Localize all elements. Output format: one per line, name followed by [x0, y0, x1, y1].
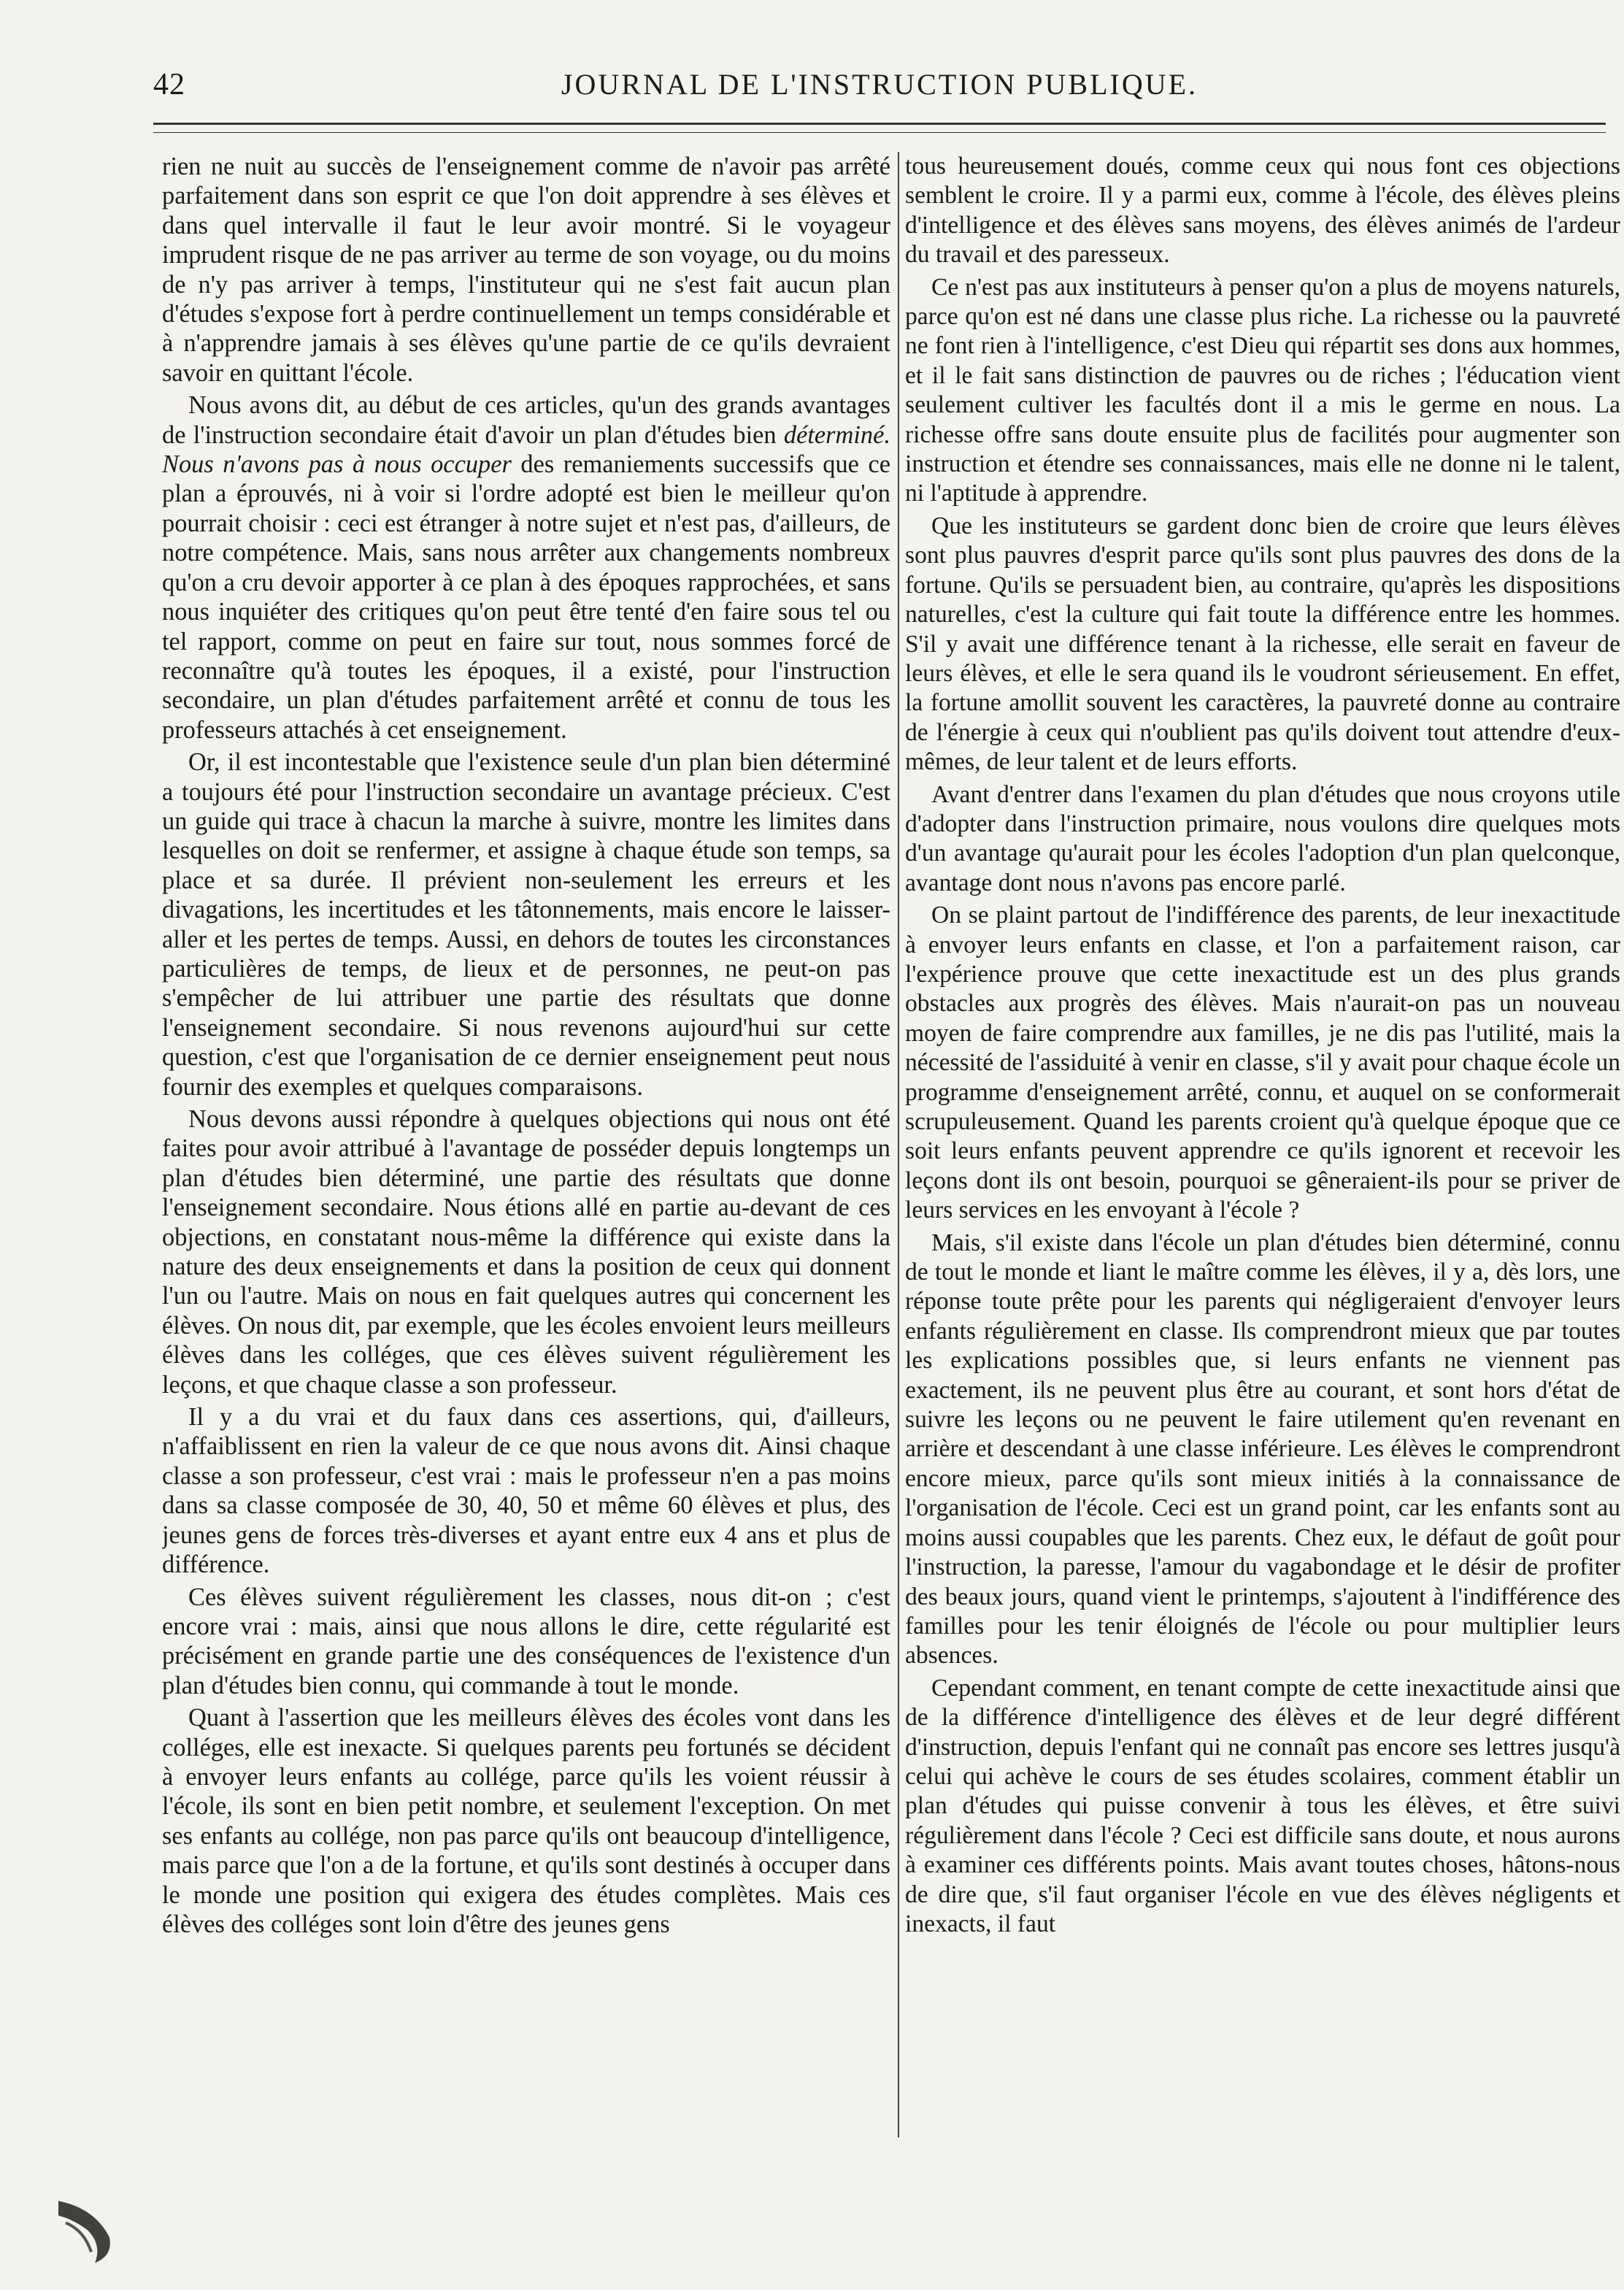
- paragraph: Que les instituteurs se gardent donc bien de croire que leurs élèves sont plus pauvres d'esprit parce qu'ils sont plus pauvres des dons de la fortune. Qu'ils se persuadent bien, au contraire, qu'après les dispositions naturelles, c'est la culture qui fait toute la différence entre les hommes. S'il y avait une différence tenant à la richesse, elle serait en faveur de leurs élèves, et elle le sera quand ils le voudront sérieusement. En effet, la fortune amollit souvent les caractères, la pauvreté donne au contraire de l'énergie à ceux qui n'oublient pas qu'ils doivent tout attendre d'eux-mêmes, de leur talent et de leurs efforts.: [905, 512, 1620, 776]
- paragraph: Il y a du vrai et du faux dans ces assertions, qui, d'ailleurs, n'affaiblissent en rien la valeur de ce que nous avons dit. Ainsi chaque classe a son professeur, c'est vrai : mais le professeur n'en a pas moins dans sa classe composée de 30, 40, 50 et même 60 élèves et plus, des jeunes gens de forces très-diverses et ayant entre eux 4 ans et plus de différence.: [162, 1403, 890, 1579]
- paragraph: On se plaint partout de l'indifférence des parents, de leur inexactitude à envoyer leurs enfants en classe, et l'on a parfaitement raison, car l'expérience prouve que cette inexactitude est un des plus grands obstacles aux progrès des élèves. Mais n'aurait-on pas un nouveau moyen de faire comprendre aux familles, je ne dis pas l'utilité, mais la nécessité de l'assiduité à venir en classe, s'il y avait pour chaque école un programme d'enseignement arrêté, connu, et auquel on se conformerait scrupuleusement. Quand les parents croient qu'à quelque époque que ce soit leurs enfants peuvent apprendre ce qu'ils ignorent et recevoir les leçons dont ils ont besoin, pourquoi se gêneraient-ils pour se priver de leurs services en les envoyant à l'école ?: [905, 902, 1620, 1224]
- page-number: 42: [153, 68, 185, 101]
- paragraph: Avant d'entrer dans l'examen du plan d'études que nous croyons utile d'adopter dans l'instruction primaire, nous voulons dire quelques mots d'un avantage qu'aurait pour les écoles l'adoption d'un plan quelconque, avantage dont nous n'avons pas encore parlé.: [905, 780, 1620, 896]
- scan-artifact-mark: [51, 2186, 131, 2267]
- paragraph: tous heureusement doués, comme ceux qui nous font ces objections semblent le croire. Il y a parmi eux, comme à l'école, des élèves pleins d'intelligence et des élèves sans moyens, des élèves animés de l'ardeur du travail et des paresseux.: [905, 153, 1620, 269]
- paragraph: Quant à l'assertion que les meilleurs élèves des écoles vont dans les colléges, elle est inexacte. Si quelques parents peu fortunés se décident à envoyer leurs enfants au collége, parce qu'ils les voient réussir à l'école, ils sont en bien petit nombre, et seulement l'exception. On met ses enfants au collége, non pas parce qu'ils ont beaucoup d'intelligence, mais parce que l'on a de la fortune, et qu'ils sont destinés à occuper dans le monde une position qui exigera des études complètes. Mais ces élèves des colléges sont loin d'être des jeunes gens: [162, 1704, 890, 1938]
- page-header: [153, 60, 1606, 104]
- right-column: [905, 152, 1620, 2167]
- paragraph: Or, il est incontestable que l'existence seule d'un plan bien déterminé a toujours été pour l'instruction secondaire un avantage précieux. C'est un guide qui trace à chacun la marche à suivre, montre les limites dans lesquelles on doit se renfermer, et assigne à chaque étude son temps, sa place et sa durée. Il prévient non-seulement les erreurs et les divagations, les incertitudes et les tâtonnements, mais encore le laisser-aller et les pertes de temps. Aussi, en dehors de toutes les circonstances particulières de temps, de lieux et de personnes, ne peut-on pas s'empêcher de lui attribuer une partie des résultats que donne l'enseignement secondaire. Si nous revenons aujourd'hui sur cette question, c'est que l'organisation de ce dernier enseignement peut nous fournir des exemples et quelques comparaisons.: [162, 748, 890, 1101]
- paragraph: Ce n'est pas aux instituteurs à penser qu'on a plus de moyens naturels, parce qu'on est né dans une classe plus riche. La richesse ou la pauvreté ne font rien à l'intelligence, c'est Dieu qui répartit ses dons aux hommes, et il le fait sans distinction de pauvres ou de riches ; l'éducation vient seulement cultiver les facultés dont il a mis le germe en nous. La richesse offre sans doute ensuite plus de facilités pour augmenter son instruction et étendre ses connaissances, mais elle ne donne ni le talent, ni l'aptitude à apprendre.: [905, 273, 1620, 507]
- paragraph: rien ne nuit au succès de l'enseignement comme de n'avoir pas arrêté parfaitement dans son esprit ce que l'on doit apprendre à ses élèves et dans quel intervalle il faut le leur avoir montré. Si le voyageur imprudent risque de ne pas arriver au terme de son voyage, ou du moins de n'y pas arriver à temps, l'instituteur qui ne s'est fait aucun plan d'études s'expose fort à perdre continuellement un temps considérable et à n'apprendre jamais à ses élèves qu'une partie de ce qu'ils devraient savoir en quittant l'école.: [162, 153, 890, 387]
- paragraph: Nous avons dit, au début de ces articles, qu'un des grands avantages de l'instruction secondaire était d'avoir un plan d'études bien déterminé. Nous n'avons pas à nous occuper des remaniements successifs que ce plan a éprouvés, ni à voir si l'ordre adopté est bien le meilleur qu'on pourrait choisir : ceci est étranger à notre sujet et n'est pas, d'ailleurs, de notre compétence. Mais, sans nous arrêter aux changements nombreux qu'on a cru devoir apporter à ce plan à des époques rapprochées, et sans nous inquiéter des critiques qu'on peut être tenté d'en faire sous tel ou tel rapport, comme on peut en faire sur tout, nous sommes forcé de reconnaître qu'à toutes les époques, il a existé, pour l'instruction secondaire, un plan d'études parfaitement arrêté et connu de tous les professeurs attachés à cet enseignement.: [162, 391, 890, 744]
- left-column: [162, 152, 890, 2167]
- paragraph: Mais, s'il existe dans l'école un plan d'études bien déterminé, connu de tout le monde et liant le maître comme les élèves, il y a, dès lors, une réponse toute prête pour les parents qui négligeraient d'envoyer leurs enfants régulièrement en classe. Ils comprendront mieux que par toutes les explications possibles que, si leurs enfants ne viennent pas exactement, ils ne peuvent plus être au courant, et sont hors d'état de suivre les leçons ou ne peuvent le faire utilement qu'en revenant en arrière et descendant à une classe inférieure. Les élèves le comprendront encore mieux, parce qu'ils sont mieux initiés à la connaissance de l'organisation de l'école. Ceci est un grand point, car les enfants sont au moins aussi coupables que les parents. Chez eux, le défaut de goût pour l'instruction, la paresse, l'amour du vagabondage et le désir de profiter des beaux jours, quand vient le printemps, s'ajoutent à l'indifférence des familles pour les tenir éloignés de l'école ou pour multiplier leurs absences.: [905, 1229, 1620, 1670]
- paragraph: Ces élèves suivent régulièrement les classes, nous dit-on ; c'est encore vrai : mais, ainsi que nous allons le dire, cette régularité est précisément en grande partie une des conséquences de l'existence d'un plan d'études bien connu, qui commande à tout le monde.: [162, 1583, 890, 1699]
- paragraph: Cependant comment, en tenant compte de cette inexactitude ainsi que de la différence d'intelligence des élèves et de leur degré différent d'instruction, depuis l'enfant qui ne connaît pas encore ses lettres jusqu'à celui qui achève le cours de ses études scolaires, comment établir un plan d'études qui puisse convenir à tous les élèves, et être suivi régulièrement dans l'école ? Ceci est difficile sans doute, et nous aurons à examiner ces différents points. Mais avant toutes choses, hâtons-nous de dire que, s'il faut organiser l'école en vue des élèves négligents et inexacts, il faut: [905, 1674, 1620, 1937]
- running-title: JOURNAL DE L'INSTRUCTION PUBLIQUE.: [561, 68, 1198, 101]
- column-divider: [898, 152, 899, 2137]
- paragraph: Nous devons aussi répondre à quelques objections qui nous ont été faites pour avoir attribué à l'avantage de posséder depuis longtemps un plan d'études bien déterminé, une partie des résultats que donne l'enseignement secondaire. Nous étions allé en partie au-devant de ces objections, en constatant nous-même la différence qui existe dans la nature des deux enseignements et dans la position de ceux qui donnent l'un ou l'autre. Mais on nous en fait quelques autres qui concernent les élèves. On nous dit, par exemple, que les écoles envoient leurs meilleurs élèves dans les colléges, que ces élèves suivent régulièrement les leçons, et que chaque classe a son professeur.: [162, 1105, 890, 1399]
- header-rule: [153, 123, 1606, 133]
